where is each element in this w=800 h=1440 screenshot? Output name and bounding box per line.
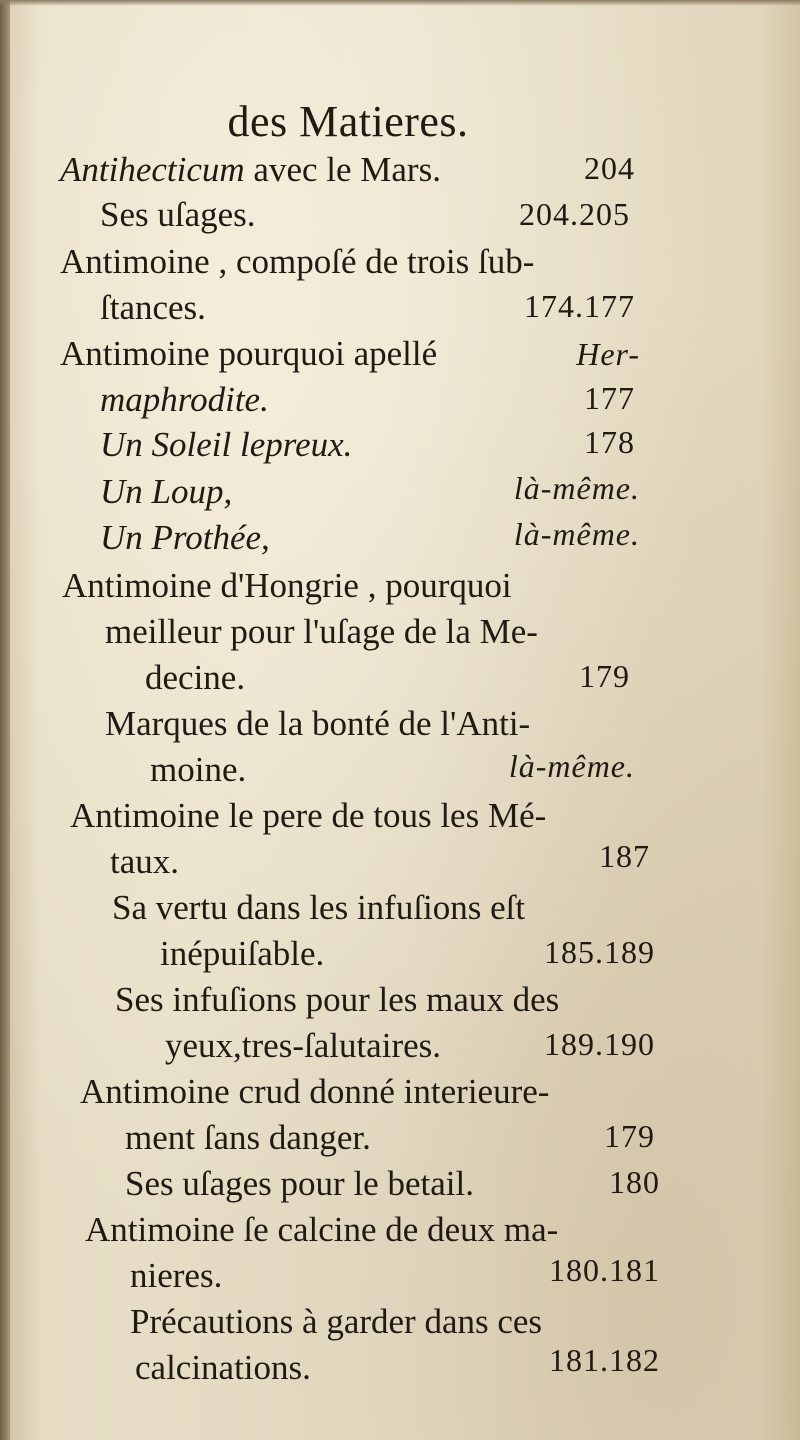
entry-page-ref: 204.205 — [519, 196, 630, 232]
entry-page-ref: 189.190 — [544, 1026, 655, 1062]
entry-italic-tail: Her- — [576, 336, 640, 372]
entry-term: Antimoine pourquoi apellé — [60, 334, 438, 373]
index-entry-line: Ses uſages. — [100, 195, 256, 234]
entry-page-ref: 181.182 — [549, 1342, 660, 1378]
entry-page-ref: là-même. — [513, 470, 640, 506]
index-entry-line: meilleur pour l'uſage de la Me- — [105, 612, 538, 651]
index-entry-line: maphrodite. — [100, 380, 269, 419]
index-entry-line: nieres. — [130, 1256, 223, 1295]
index-entry-line: inépuiſable. — [160, 934, 325, 973]
index-entry-line: decine. — [145, 658, 246, 697]
entry-page-ref: 180.181 — [549, 1252, 660, 1288]
page-top-edge — [0, 0, 800, 6]
index-entry-line: calcinations. — [135, 1348, 311, 1387]
index-entry-line: Ses uſages pour le betail. — [125, 1164, 474, 1203]
index-entry-line: Antimoine d'Hongrie , pourquoi — [62, 566, 512, 605]
index-entry-line: Sa vertu dans les infuſions eſt — [112, 888, 526, 927]
index-entry-line: Antimoine , compoſé de trois ſub- — [60, 242, 535, 281]
entry-page-ref: 177 — [584, 380, 635, 416]
index-entry-line: yeux,tres-ſalutaires. — [165, 1026, 442, 1065]
entry-page-ref: 174.177 — [524, 288, 635, 324]
running-header: des Matieres. — [227, 97, 469, 146]
entry-term-italic: Antihecticum — [60, 150, 245, 189]
entry-page-ref: 185.189 — [544, 934, 655, 970]
index-entry-line: Un Soleil lepreux. — [100, 425, 353, 464]
index-entry-line: ſtances. — [100, 288, 206, 327]
index-entry-line: ment ſans danger. — [125, 1118, 371, 1157]
entry-page-ref: 180 — [609, 1164, 660, 1200]
index-entry-line: Antimoine crud donné interieure- — [80, 1072, 550, 1111]
entry-page-ref: là-même. — [508, 748, 635, 784]
entry-page-ref: 179 — [579, 658, 630, 694]
index-entry-line: Antimoine ſe calcine de deux ma- — [85, 1210, 559, 1249]
page-gutter — [0, 0, 10, 1440]
entry-page-ref: 204 — [584, 150, 635, 186]
index-entry-line: Précautions à garder dans ces — [130, 1302, 543, 1341]
index-entry-line: Un Loup, — [100, 472, 233, 511]
entry-page-ref: 178 — [584, 424, 635, 460]
index-entry-line: Un Prothée, — [100, 518, 270, 557]
entry-page-ref: là-même. — [513, 516, 640, 552]
entry-page-ref: 187 — [599, 838, 650, 874]
index-entry-line: Ses infuſions pour les maux des — [115, 980, 560, 1019]
index-entry-line: Marques de la bonté de l'Anti- — [105, 704, 531, 743]
entry-term-rest: avec le Mars. — [244, 150, 441, 189]
entry-page-ref: 179 — [604, 1118, 655, 1154]
index-entry-line — [60, 334, 437, 374]
index-entry-line: moine. — [150, 750, 247, 789]
index-entry-line — [60, 150, 441, 190]
index-entry-line: taux. — [110, 842, 180, 881]
index-entry-line: Antimoine le pere de tous les Mé- — [70, 796, 547, 835]
